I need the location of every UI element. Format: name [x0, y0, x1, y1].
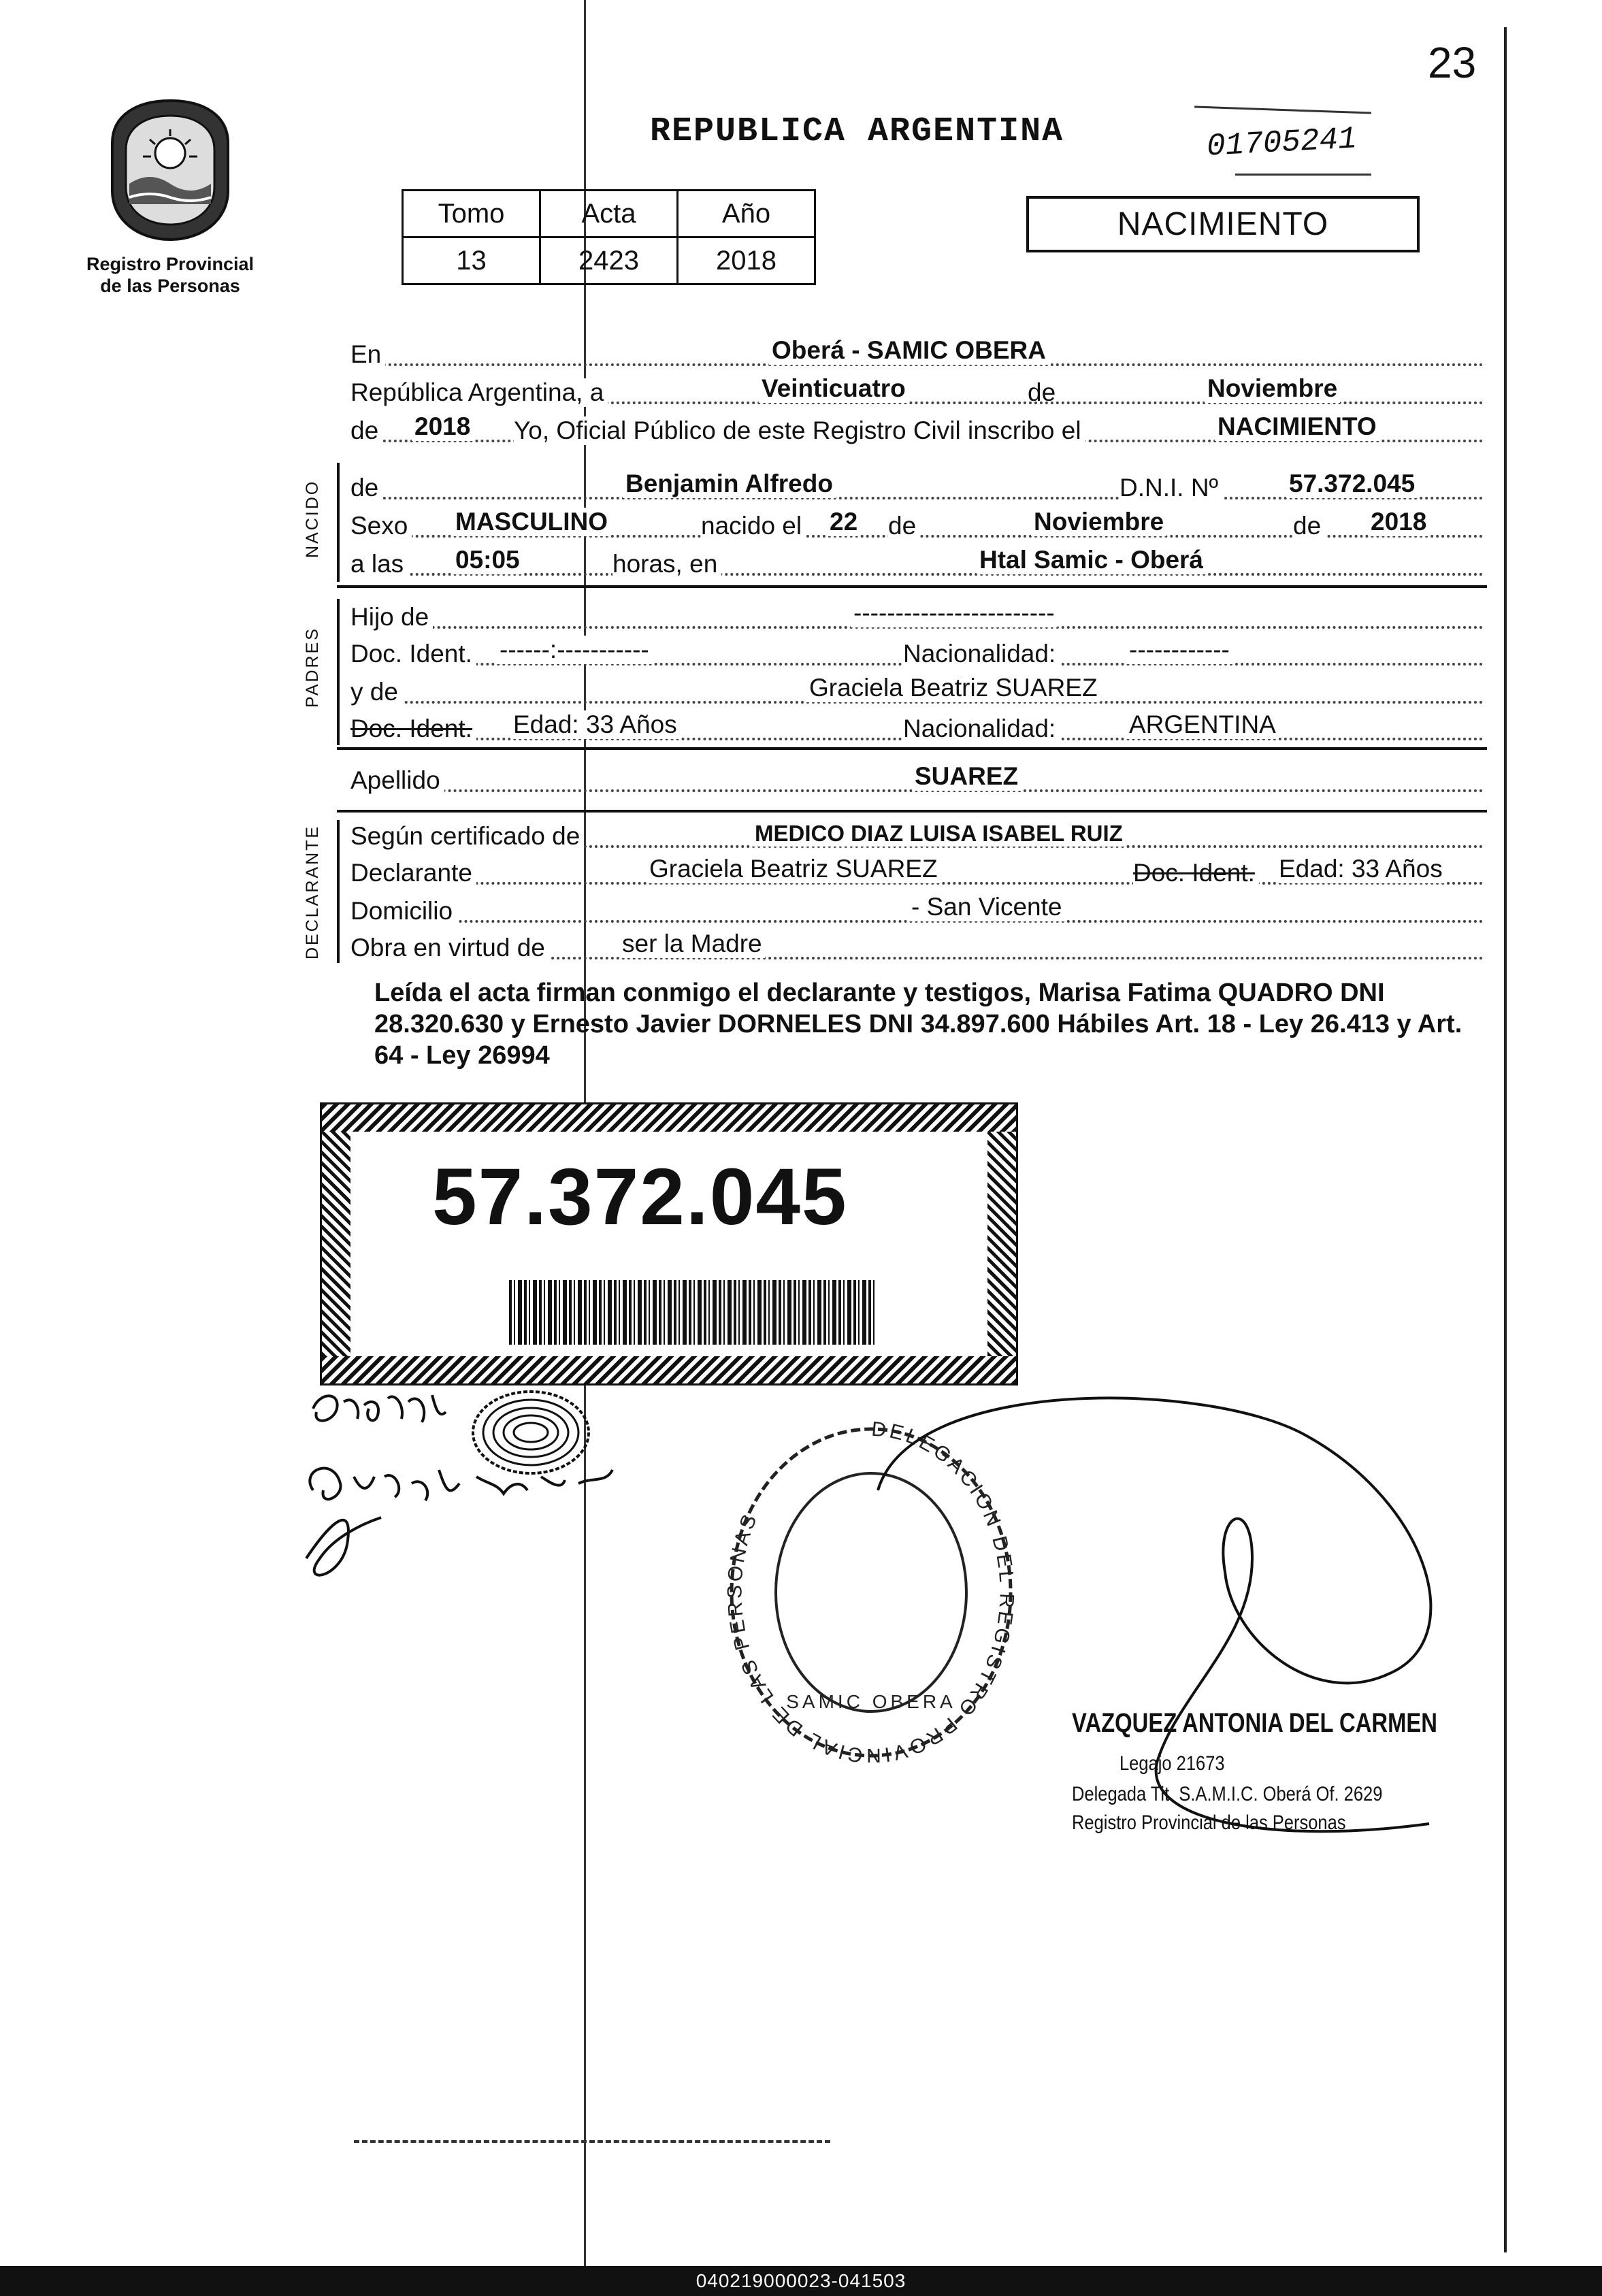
seal-inner-text: SAMIC OBERA [786, 1691, 956, 1712]
row-republica [350, 374, 1484, 408]
apellido-label: Apellido [350, 766, 444, 795]
registration-table [402, 189, 816, 285]
yde-label: y de [350, 678, 402, 706]
de-label-2: de [888, 512, 920, 540]
page-number: 23 [1428, 38, 1477, 87]
sexo-label: Sexo [350, 512, 412, 540]
row-hijo [350, 599, 1484, 633]
closing-paragraph: Leída el acta firman conmigo el declarante y testigos, Marisa Fatima QUADRO DNI 28.320.630 y Ernesto Javier DORNELES DNI 34.897.600 Hábiles Art. 18 - Ley 26.413 y Art. 64 - Ley 26994 [374, 979, 1462, 1070]
row-sexo [350, 508, 1484, 542]
year-value: 2018 [412, 412, 473, 441]
father-value: ------------------------ [851, 599, 1058, 627]
inscribo-label: Yo, Oficial Público de este Registro Civil inscribo el [514, 416, 1085, 445]
official-name: VAZQUEZ ANTONIA DEL CARMEN [1072, 1708, 1437, 1738]
row-doc-father [350, 636, 1484, 670]
dni-value: 57.372.045 [1286, 470, 1418, 498]
apellido-value: SUAREZ [912, 762, 1021, 791]
anio-value: 2018 [678, 237, 815, 284]
registry-name-line2: de las Personas [100, 276, 240, 296]
row-inscribo [350, 412, 1484, 446]
registration-value-row [403, 237, 815, 284]
row-declarante [350, 855, 1484, 889]
horas-label: horas, en [612, 550, 721, 578]
domicilio-label: Domicilio [350, 897, 457, 925]
birth-year-value: 2018 [1368, 508, 1429, 536]
row-obra [350, 930, 1484, 964]
republica-label: República Argentina, a [350, 378, 608, 407]
birth-month-value: Noviembre [1031, 508, 1166, 536]
footer-dashed-line [354, 2140, 830, 2143]
row-doc-mother [350, 710, 1484, 744]
acta-header: Acta [540, 191, 678, 237]
day-words-value: Veinticuatro [759, 374, 909, 403]
mother-nationality-value: ARGENTINA [1126, 710, 1279, 739]
de2-label: de [350, 416, 382, 445]
month-value: Noviembre [1205, 374, 1340, 403]
tomo-header: Tomo [403, 191, 540, 237]
row-name [350, 470, 1484, 504]
registry-name [78, 253, 262, 297]
alas-label: a las [350, 550, 408, 578]
birth-time-value: 05:05 [453, 546, 523, 574]
footer-code: 040219000023-041503 [0, 2266, 1602, 2296]
sticker-right-border [987, 1132, 1016, 1356]
anio-header: Año [678, 191, 815, 237]
registry-name-line1: Registro Provincial [86, 254, 255, 274]
act-value: NACIMIENTO [1215, 412, 1379, 441]
nacionalidad-label: Nacionalidad: [903, 640, 1060, 668]
padres-section-label: PADRES [303, 627, 322, 708]
place-value: Oberá - SAMIC OBERA [769, 336, 1049, 365]
row-certificado [350, 818, 1484, 852]
official-org: Registro Provincial de las Personas [1072, 1811, 1346, 1834]
id-number-sticker [320, 1102, 1018, 1385]
handwritten-signatures-icon [293, 1381, 769, 1606]
row-mother [350, 674, 1484, 708]
misiones-crest-icon [102, 95, 238, 245]
serial-top-line [1194, 105, 1371, 114]
certificado-label: Según certificado de [350, 822, 584, 851]
certificado-value: MEDICO DIAZ LUISA ISABEL RUIZ [752, 821, 1126, 847]
sticker-top-border [322, 1104, 1016, 1132]
de-label: de [1028, 378, 1056, 406]
row-domicilio [350, 893, 1484, 927]
nacido-el-label: nacido el [701, 512, 806, 540]
doc-label: Doc. Ident. [350, 640, 476, 668]
official-signature-icon [871, 1354, 1497, 1858]
father-doc-value: ------:----------- [497, 636, 652, 664]
serial-bottom-line [1235, 174, 1371, 176]
acta-value: 2423 [540, 237, 678, 284]
declarante-label: Declarante [350, 859, 476, 887]
doc2-label: Doc. Ident. [350, 715, 476, 743]
tomo-value: 13 [403, 237, 540, 284]
document-title: REPUBLICA ARGENTINA [650, 112, 1064, 151]
declarante-age-value: Edad: 33 Años [1276, 855, 1445, 883]
declarante-value: Graciela Beatriz SUAREZ [647, 855, 941, 883]
nacido-de-label: de [350, 474, 382, 502]
obra-label: Obra en virtud de [350, 934, 549, 962]
right-margin-line [1504, 27, 1507, 2252]
domicilio-value: - San Vicente [909, 893, 1064, 921]
de-label-3: de [1293, 512, 1325, 540]
official-legajo: Legajo 21673 [1119, 1752, 1225, 1775]
act-type-box: NACIMIENTO [1026, 196, 1420, 252]
row-place [350, 336, 1484, 370]
child-name-value: Benjamin Alfredo [623, 470, 836, 498]
declarante-doc-label: Doc. Ident. [1133, 859, 1259, 887]
sticker-left-border [322, 1132, 350, 1356]
hijo-label: Hijo de [350, 603, 433, 632]
registration-header-row [403, 191, 815, 237]
sticker-id-number: 57.372.045 [432, 1152, 848, 1242]
dni-label: D.N.I. Nº [1119, 474, 1222, 502]
serial-text: 01705241 [1205, 121, 1358, 165]
sexo-value: MASCULINO [453, 508, 610, 536]
birth-day-value: 22 [827, 508, 860, 536]
serial-number [1194, 109, 1375, 177]
mother-age-value: Edad: 33 Años [510, 710, 680, 739]
seal-ring-text: DELEGACION DEL REGISTRO PROVINCIAL DE LAS PERSONAS [723, 1417, 1018, 1762]
nacido-section-label: NACIDO [303, 479, 322, 558]
en-label: En [350, 340, 385, 369]
official-role: Delegada Tit. S.A.M.I.C. Oberá Of. 2629 [1072, 1783, 1383, 1805]
obra-value: ser la Madre [619, 930, 765, 958]
row-apellido [350, 762, 1484, 796]
birth-place-value: Htal Samic - Oberá [977, 546, 1206, 574]
barcode-icon [509, 1280, 877, 1345]
father-nationality-value: ------------ [1126, 636, 1232, 664]
declarante-section-label: DECLARANTE [303, 824, 322, 960]
mother-value: Graciela Beatriz SUAREZ [806, 674, 1100, 702]
nacionalidad2-label: Nacionalidad: [903, 715, 1060, 743]
row-hora [350, 546, 1484, 580]
